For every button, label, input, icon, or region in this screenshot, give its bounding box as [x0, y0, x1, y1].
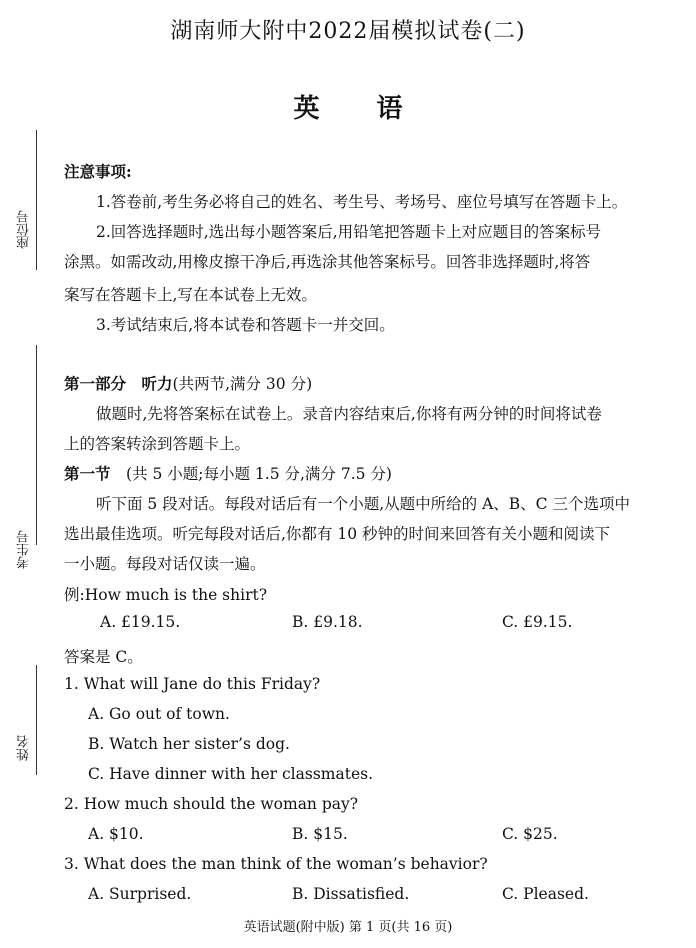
example-question: 例:How much is the shirt? [64, 586, 268, 604]
exam-title: 湖南师大附中2022届模拟试卷(二) [170, 19, 526, 44]
notice-line: 2.回答选择题时,选出每小题答案后,用铅笔把答题卡上对应题目的答案标号 [96, 223, 602, 241]
candidate-number-label: 考生号 [17, 530, 32, 569]
section1-heading-rest: (共 5 小题;每小题 1.5 分,满分 7.5 分) [110, 465, 392, 483]
name-label: 姓名 [17, 735, 32, 761]
question-1-option-a: A. Go out of town. [88, 705, 230, 723]
notice-line: 案写在答题卡上,写在本试卷上无效。 [64, 286, 317, 304]
part1-heading-bold: 第一部分 听力 [64, 374, 173, 393]
part1-heading-rest: (共两节,满分 30 分) [172, 375, 313, 393]
notice-line: 3.考试结束后,将本试卷和答题卡一并交回。 [96, 316, 395, 334]
section1-instructions: 一小题。每段对话仅读一遍。 [64, 555, 266, 573]
section1-instructions: 选出最佳选项。听完每段对话后,你都有 10 秒钟的时间来回答有关小题和阅读下 [64, 525, 611, 543]
section1-heading [64, 462, 392, 484]
question-1-option-c: C. Have dinner with her classmates. [88, 765, 373, 783]
example-option-b: B. £9.18. [292, 613, 363, 631]
part1-intro: 上的答案转涂到答题卡上。 [64, 435, 251, 453]
example-answer: 答案是 C。 [64, 648, 143, 666]
notice-heading: 注意事项: [64, 162, 132, 181]
question-2: 2. How much should the woman pay? [64, 795, 359, 813]
section1-heading-bold: 第一节 [64, 464, 111, 483]
example-option-a: A. £19.15. [100, 613, 181, 631]
notice-line: 涂黑。如需改动,用橡皮擦干净后,再选涂其他答案标号。回答非选择题时,将答 [64, 253, 591, 271]
question-3: 3. What does the man think of the woman’s behavior? [64, 855, 488, 873]
question-2-option-c: C. $25. [502, 825, 558, 843]
question-3-option-a: A. Surprised. [88, 885, 192, 903]
part1-intro: 做题时,先将答案标在试卷上。录音内容结束后,你将有两分钟的时间将试卷 [96, 405, 602, 423]
section1-instructions: 听下面 5 段对话。每段对话后有一个小题,从题中所给的 A、B、C 三个选项中 [96, 495, 630, 513]
question-3-option-c: C. Pleased. [502, 885, 589, 903]
question-1: 1. What will Jane do this Friday? [64, 675, 321, 693]
page-footer: 英语试题(附中版) 第 1 页(共 16 页) [243, 920, 453, 935]
margin-line [36, 665, 37, 775]
margin-line [36, 345, 37, 545]
question-2-option-a: A. $10. [88, 825, 144, 843]
margin-line [36, 130, 37, 270]
question-3-option-b: B. Dissatisfied. [292, 885, 410, 903]
question-1-option-b: B. Watch her sister’s dog. [88, 735, 290, 753]
notice-line: 1.答卷前,考生务必将自己的姓名、考生号、考场号、座位号填写在答题卡上。 [96, 193, 628, 211]
part1-heading [64, 372, 312, 394]
question-2-option-b: B. $15. [292, 825, 348, 843]
seat-number-label: 座位号 [17, 210, 32, 249]
example-option-c: C. £9.15. [502, 613, 573, 631]
subject-title: 英 语 [293, 94, 427, 124]
